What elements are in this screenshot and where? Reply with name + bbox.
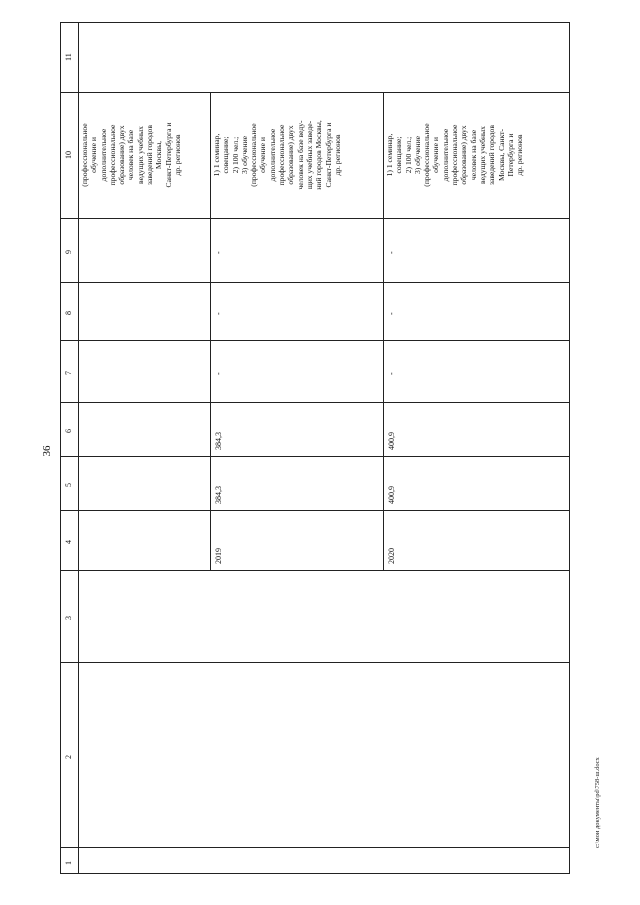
column-rule bbox=[60, 570, 570, 571]
file-path: c:\мои документы\pd\758-ш.docx bbox=[594, 757, 601, 848]
row-rule bbox=[569, 22, 570, 874]
cell-col6: 384,3 bbox=[214, 432, 223, 450]
column-number: 7 bbox=[64, 371, 73, 375]
cell-col5: 400,9 bbox=[387, 486, 396, 504]
row-rule bbox=[383, 92, 384, 570]
row-rule bbox=[60, 22, 61, 874]
column-number: 5 bbox=[64, 483, 73, 487]
column-rule bbox=[60, 873, 570, 874]
cell-description: 1) 1 семинар, совещание; 2) 100 чел.; 3) обучение (профессиональное обучение и дополнительное профессиональное образование) двух человек на базе веду- щих учебных заведе- ний городов Москвы, Санкт-Петербурга и др. регионов bbox=[212, 120, 342, 190]
column-rule bbox=[60, 218, 570, 219]
column-rule bbox=[60, 662, 570, 663]
column-rule bbox=[60, 282, 570, 283]
cell-col7: - bbox=[214, 372, 223, 375]
column-rule bbox=[60, 92, 570, 93]
column-number: 9 bbox=[64, 250, 73, 254]
cell-year: 2020 bbox=[387, 548, 396, 564]
cell-col6: 400,9 bbox=[387, 432, 396, 450]
cell-col7: - bbox=[387, 372, 396, 375]
column-number: 2 bbox=[64, 754, 73, 759]
page-number: 36 bbox=[41, 445, 53, 457]
column-number: 4 bbox=[64, 540, 73, 544]
row-rule bbox=[78, 22, 79, 874]
cell-year: 2019 bbox=[214, 548, 223, 564]
column-number: 10 bbox=[64, 151, 73, 159]
rotated-table bbox=[60, 22, 570, 874]
cell-col8: - bbox=[387, 312, 396, 315]
cell-col9: - bbox=[214, 251, 223, 254]
column-number: 11 bbox=[64, 53, 73, 61]
column-rule bbox=[60, 456, 570, 457]
row-rule bbox=[210, 92, 211, 570]
cell-description: (профессиональное обучение и дополнительное профессиональное образование) двух человек на базе ведущих учебных заведений городов Москвы, Санкт-Петербурга и др. регионов bbox=[80, 122, 182, 188]
column-rule bbox=[60, 402, 570, 403]
column-number: 6 bbox=[64, 429, 73, 433]
column-rule bbox=[60, 847, 570, 848]
column-number: 1 bbox=[64, 860, 73, 865]
cell-col5: 384,3 bbox=[214, 486, 223, 504]
cell-col8: - bbox=[214, 312, 223, 315]
column-rule bbox=[60, 340, 570, 341]
column-rule bbox=[60, 510, 570, 511]
cell-description: 1) 1 семинар, совещание; 2) 100 чел.; 3) обучение (профессиональное обучение и дополнительное профессиональное образование) двух человек на базе ведущих учебных заведений городов Москвы, Санкт- Петербурга и др. регионов bbox=[385, 123, 525, 187]
column-rule bbox=[60, 22, 570, 23]
column-number: 3 bbox=[64, 616, 73, 620]
column-number: 8 bbox=[64, 311, 73, 315]
cell-col9: - bbox=[387, 251, 396, 254]
